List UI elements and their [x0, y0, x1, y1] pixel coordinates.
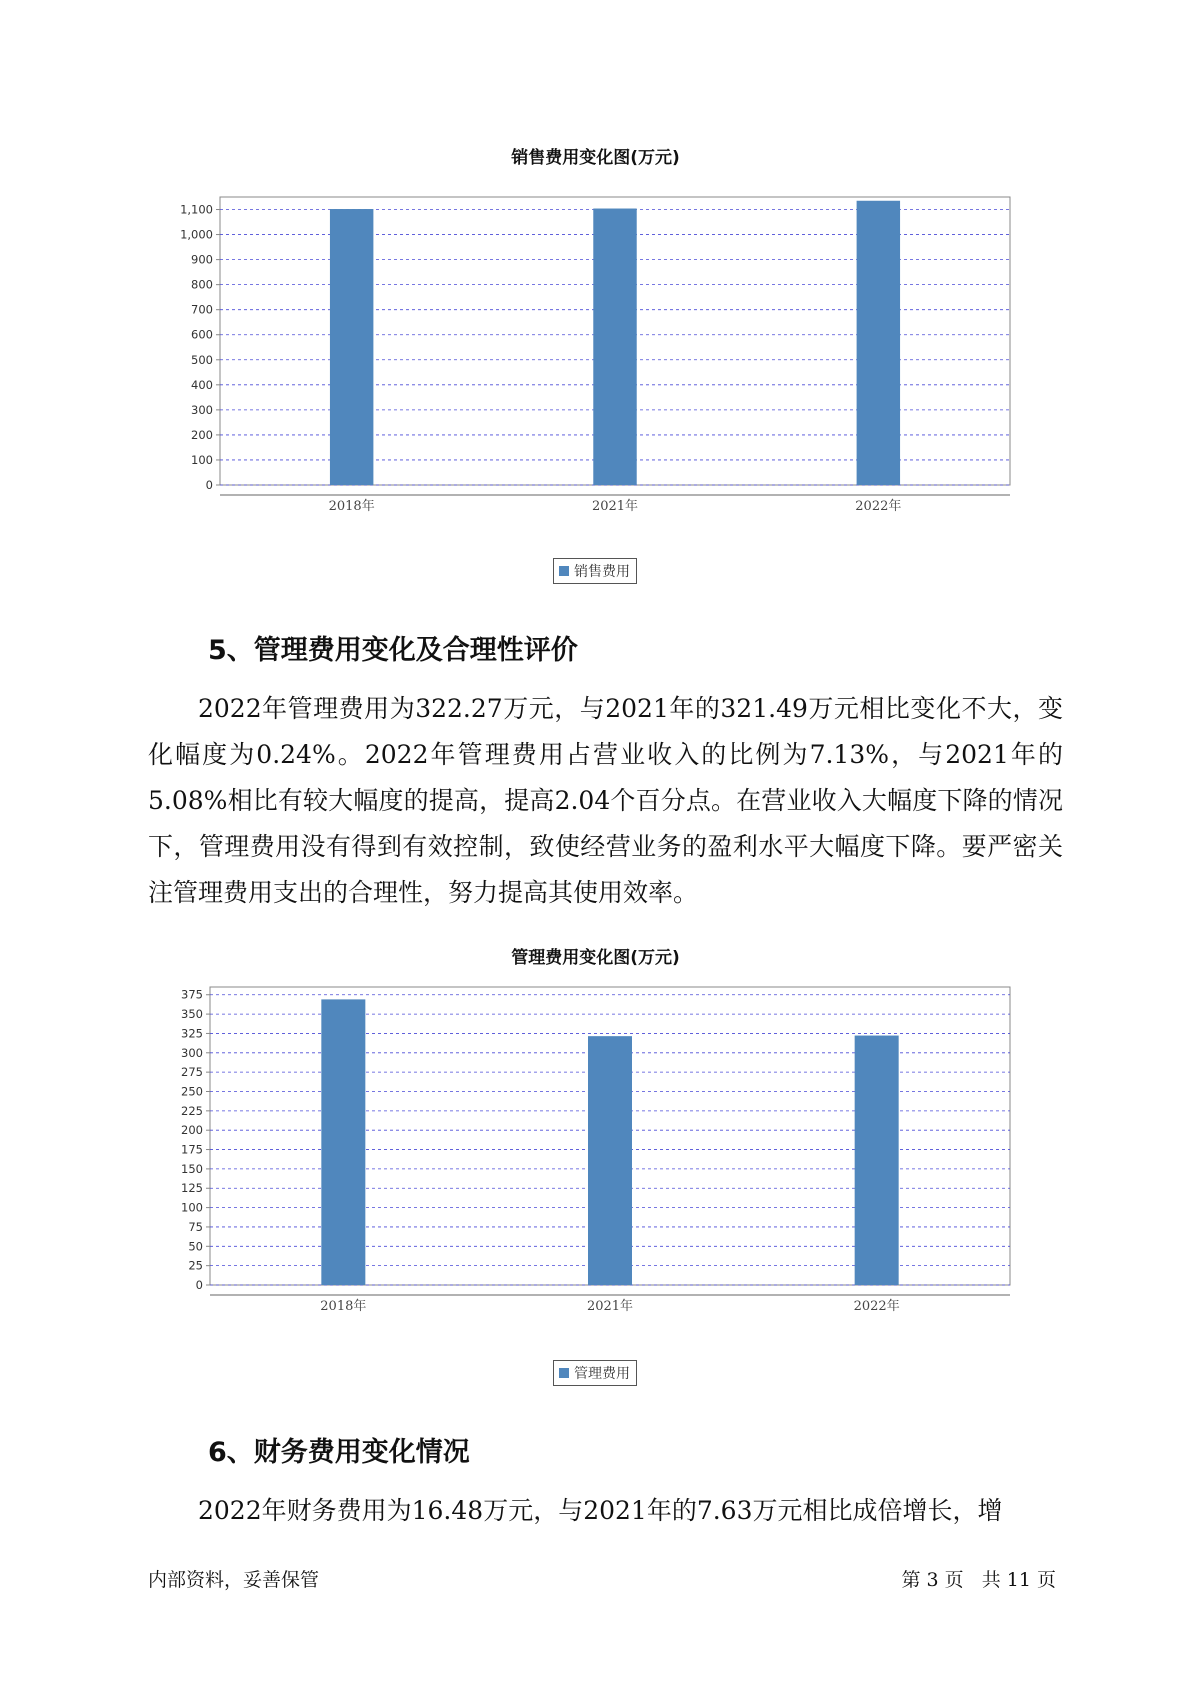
y-tick-label: 700 [191, 302, 213, 317]
bar [330, 209, 373, 485]
sales-expense-chart [0, 170, 1191, 515]
y-tick-label: 25 [188, 1258, 203, 1273]
y-tick-label: 50 [188, 1239, 203, 1254]
chart2-title: 管理费用变化图(万元) [511, 948, 680, 968]
x-tick-label: 2018年 [328, 499, 375, 514]
x-tick-label: 2021年 [586, 1299, 634, 1314]
section5-heading: 5、管理费用变化及合理性评价 [208, 635, 578, 666]
y-tick-label: 200 [191, 427, 213, 442]
chart1-legend [553, 558, 637, 584]
bar [593, 209, 636, 485]
section5-text: 2022年管理费用为322.27万元，与2021年的321.49万元相比变化不大，变化幅度为0.24%。2022年管理费用占营业收入的比例为7.13%，与2021年的5.08%相比有较大幅度的提高，提高2.04个百分点。在营业收入大幅度下降的情况下，管理费用没有得到有效控制，致使经营业务的盈利水平大幅度下降。要严密关注管理费用支出的合理性，努力提高其使用效率。 [148, 694, 1063, 907]
y-tick-label: 250 [181, 1084, 203, 1099]
y-tick-label: 325 [181, 1026, 203, 1041]
y-tick-label: 200 [181, 1123, 203, 1138]
y-tick-label: 1,000 [180, 227, 213, 242]
y-tick-label: 0 [195, 1278, 203, 1292]
y-tick-label: 300 [181, 1045, 203, 1060]
y-tick-label: 75 [188, 1219, 203, 1234]
legend-swatch-icon [559, 1368, 569, 1378]
y-tick-label: 175 [181, 1142, 203, 1157]
x-tick-label: 2022年 [855, 499, 902, 514]
y-tick-label: 225 [181, 1103, 203, 1118]
y-tick-label: 100 [191, 452, 213, 467]
bar [588, 1036, 632, 1285]
y-tick-label: 125 [181, 1181, 203, 1196]
y-tick-label: 400 [191, 377, 213, 392]
y-tick-label: 275 [181, 1065, 203, 1080]
y-tick-label: 300 [191, 402, 213, 417]
chart2-legend-label: 管理费用 [574, 1366, 630, 1382]
legend-swatch-icon [559, 566, 569, 576]
chart2-legend [553, 1360, 637, 1386]
y-tick-label: 375 [181, 987, 203, 1002]
section5-paragraph [148, 686, 1063, 916]
y-tick-label: 0 [205, 478, 213, 492]
y-tick-label: 900 [191, 252, 213, 267]
bar [855, 1036, 899, 1285]
y-tick-label: 350 [181, 1007, 203, 1022]
footer-page-number: 第 3 页 共 11 页 [901, 1569, 1056, 1591]
x-tick-label: 2018年 [320, 1299, 367, 1314]
bar [321, 999, 365, 1285]
y-tick-label: 100 [181, 1200, 203, 1215]
y-tick-label: 500 [191, 352, 213, 367]
y-tick-label: 800 [191, 277, 213, 292]
x-tick-label: 2022年 [853, 1299, 900, 1314]
footer-confidential: 内部资料，妥善保管 [148, 1569, 320, 1591]
chart1-title: 销售费用变化图(万元) [511, 148, 680, 168]
admin-expense-chart [0, 970, 1191, 1315]
x-tick-label: 2021年 [591, 499, 639, 514]
section6-heading: 6、财务费用变化情况 [208, 1437, 470, 1468]
y-tick-label: 1,100 [180, 202, 213, 217]
bar [857, 201, 900, 485]
y-tick-label: 150 [181, 1161, 203, 1176]
y-tick-label: 600 [191, 327, 213, 342]
chart1-legend-label: 销售费用 [574, 564, 630, 580]
section6-paragraph [148, 1488, 1063, 1534]
section6-text: 2022年财务费用为16.48万元，与2021年的7.63万元相比成倍增长，增 [198, 1496, 1003, 1525]
